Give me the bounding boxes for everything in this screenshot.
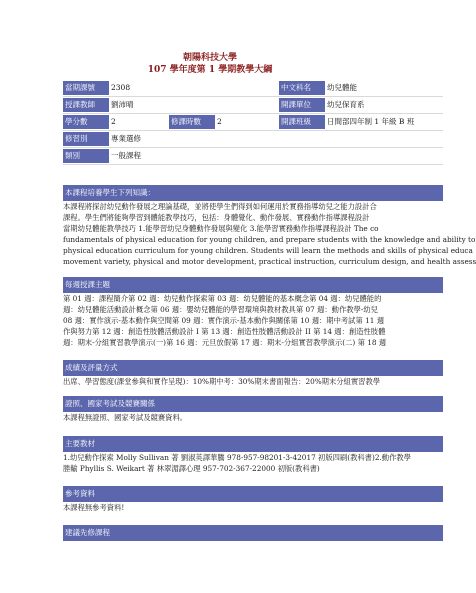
label-course-code: 當期課號: [63, 81, 109, 95]
value-instructor: 劉沛晴: [111, 100, 134, 109]
goals-line: physical education curriculum for young children. Students will learn the methods and skills of physical educa: [63, 246, 473, 255]
section-grading-body: [63, 376, 443, 387]
value-credits: 2: [111, 117, 116, 126]
certs-line: 本課程無證照、國家考試及競賽資料。: [63, 413, 188, 422]
goals-line: 本課程將探討幼兒動作發展之理論基礎，並將使學生們得到如何運用於實務指導幼兒之能力設計合: [63, 202, 377, 211]
goals-line: movement variety, physical and motor development, practical instruction, curriculum design, and health assess: [63, 257, 476, 266]
label-category: 類別: [63, 149, 109, 163]
section-goals-title: 本課程培養學生下列知識：: [63, 185, 443, 201]
section-textbooks: [63, 436, 443, 474]
school-name: 朝陽科技大學: [182, 53, 237, 63]
section-grading-title: 成績及評量方式: [63, 360, 443, 376]
section-grading: [63, 360, 443, 387]
weekly-line: 08 週：實作演示-基本動作與空間第 09 週：實作演示-基本動作與關係第 10 週：期中考試第 11 週: [63, 316, 384, 325]
section-textbooks-body: [63, 452, 443, 474]
section-certifications: [63, 396, 443, 423]
section-certs-title: 證照、國家考試及競賽關係: [63, 396, 443, 412]
weekly-line: 週：期末-分組實習教學演示(一)第 16 週：元旦放假第 17 週：期末-分組實習教學演示(二) 第 18 週: [63, 338, 387, 347]
value-category: 一般課程: [111, 151, 141, 160]
section-goals-body: [63, 201, 476, 267]
goals-line: 當期幼兒體能教學技巧 1.能學習幼兒身體動作發展與變化 3.能學習實務動作指導課程設計 The co: [63, 224, 379, 233]
section-references-title: 參考資料: [63, 486, 443, 502]
info-row-instructor: [63, 97, 443, 114]
section-textbooks-title: 主要教材: [63, 436, 443, 452]
section-goals: [63, 185, 476, 267]
section-weekly-title: 每週授課主題: [63, 277, 443, 293]
value-department: 幼兒保育系: [327, 100, 365, 109]
syllabus-title: 107 學年度第 1 學期教學大綱: [147, 65, 273, 75]
info-row-course-code: [63, 80, 443, 97]
label-course-name: 中文科名: [279, 81, 325, 95]
value-course-code: 2308: [111, 83, 131, 92]
label-hours: 修課時數: [169, 115, 215, 129]
textbooks-line: 1.幼兒動作探索 Molly Sullivan 著 劉淑英譯華騰 978-957-98201-3-42017 初版四刷(教科書)2.動作教學: [63, 453, 411, 462]
weekly-line: 第 01 週：課程簡介第 02 週：幼兒動作探索第 03 週：幼兒體能的基本概念第 04 週：幼兒體能的: [63, 294, 382, 303]
section-prerequisites: [63, 525, 443, 541]
value-hours: 2: [217, 117, 222, 126]
title-block: [0, 0, 420, 76]
value-course-name: 幼兒體能: [327, 83, 357, 92]
section-prereq-title: 建議先修課程: [63, 525, 443, 541]
section-certs-body: [63, 412, 443, 423]
goals-line: fundamentals of physical education for young children, and prepare students with the knowledge and ability to: [63, 235, 476, 244]
section-weekly-topics: [63, 277, 443, 348]
info-row-category: [63, 148, 443, 165]
section-references-body: [63, 502, 443, 513]
label-department: 開課單位: [279, 98, 325, 112]
info-row-type: [63, 131, 443, 148]
info-row-credits: [63, 114, 443, 131]
weekly-line: 作與努力第 12 週：創造性肢體活動設計 I 第 13 週：創造性肢體活動設計 II 第 14 週：創造性肢體: [63, 327, 386, 336]
label-elective-type: 修習別: [63, 132, 109, 146]
textbooks-line: 塍輸 Phyllis S. Weikart 著 林翠湄譯心理 957-702-367-22000 初版(教科書): [63, 464, 320, 473]
course-info-table: [63, 80, 443, 165]
label-instructor: 授課教師: [63, 98, 109, 112]
label-credits: 學分數: [63, 115, 109, 129]
value-elective-type: 專業選修: [111, 134, 141, 143]
section-weekly-body: [63, 293, 443, 348]
weekly-line: 週：幼兒體能活動設計概念第 06 週：嬰幼兒體能的學習環境與教材教具第 07 週：動作教學-幼兒: [63, 305, 378, 314]
goals-line: 課程。學生們將能夠學習到體能教學技巧，包括：身體覺化、動作發展、實務動作指導課程設計: [63, 213, 370, 222]
grading-line: 出席、學習態度(課堂參與和實作呈現)：10%期中考：30%期末書面報告：20%期末分組實習教學: [63, 377, 381, 386]
section-references: [63, 486, 443, 513]
value-class: 日間部四年制 1 年級 B 班: [327, 117, 415, 126]
references-line: 本課程無參考資料!: [63, 503, 125, 512]
label-class: 開課班級: [279, 115, 325, 129]
